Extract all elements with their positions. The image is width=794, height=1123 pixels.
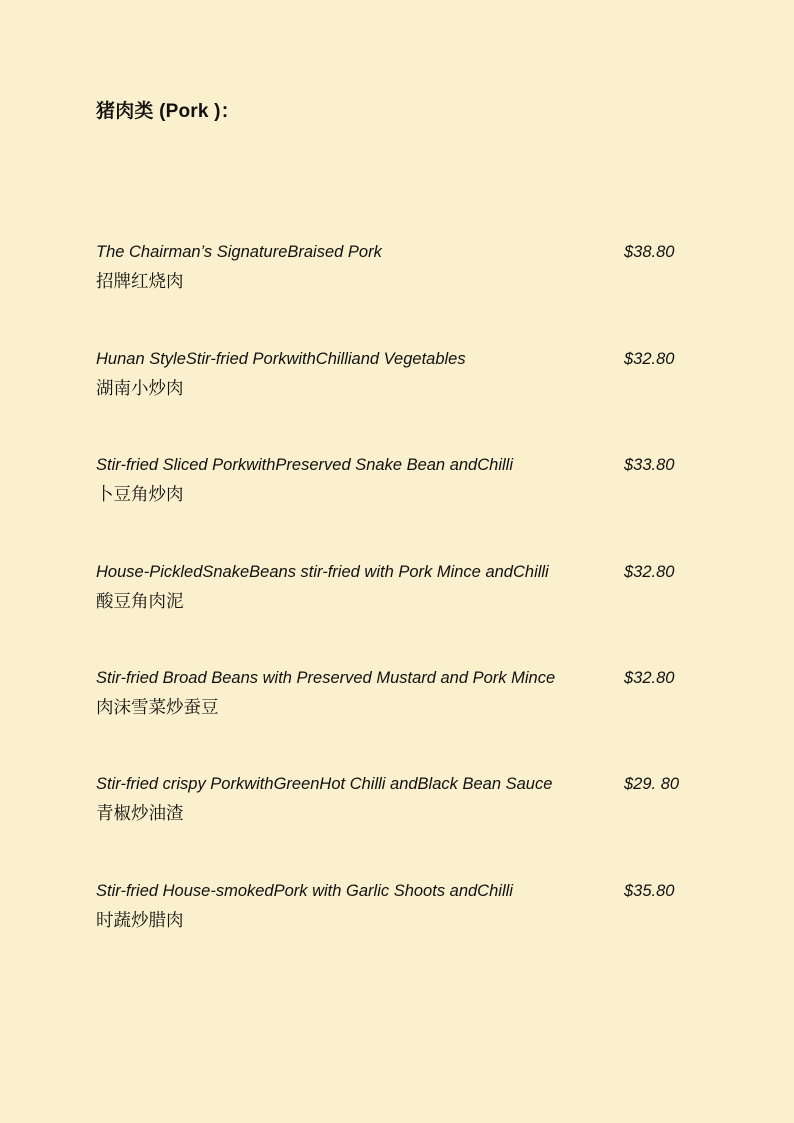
item-price: $32.80 xyxy=(624,563,675,581)
item-name-en: Stir-fried House-smokedPork with Garlic Shoots andChilli xyxy=(96,882,513,900)
item-price: $35.80 xyxy=(624,882,675,900)
item-name-zh: 招牌红烧肉 xyxy=(96,271,184,291)
item-price: $33.80 xyxy=(624,456,675,474)
item-price: $38.80 xyxy=(624,243,675,261)
menu-item xyxy=(96,563,696,619)
item-name-zh: 卜豆角炒肉 xyxy=(96,484,184,504)
menu-item xyxy=(96,882,696,938)
menu-item xyxy=(96,456,696,512)
item-name-en: Stir-fried crispy PorkwithGreenHot Chilli andBlack Bean Sauce xyxy=(96,775,553,793)
item-name-zh: 肉沫雪菜炒蚕豆 xyxy=(96,697,219,717)
menu-item xyxy=(96,775,696,831)
item-price: $32.80 xyxy=(624,350,675,368)
item-name-en: Stir-fried Sliced PorkwithPreserved Snake Bean andChilli xyxy=(96,456,513,474)
item-name-zh: 湖南小炒肉 xyxy=(96,378,184,398)
item-name-en: Stir-fried Broad Beans with Preserved Mustard and Pork Mince xyxy=(96,669,556,687)
item-name-zh: 青椒炒油渣 xyxy=(96,803,184,823)
menu-item xyxy=(96,243,696,299)
item-name-zh: 时蔬炒腊肉 xyxy=(96,910,184,930)
item-price: $29. 80 xyxy=(624,775,680,793)
item-name-zh: 酸豆角肉泥 xyxy=(96,591,184,611)
menu-item xyxy=(96,669,696,725)
item-name-en: Hunan StyleStir-fried PorkwithChilliand Vegetables xyxy=(96,350,466,368)
item-name-en: The Chairman’s SignatureBraised Pork xyxy=(96,243,382,261)
item-price: $32.80 xyxy=(624,669,675,687)
section-title: 猪肉类 (Pork )： xyxy=(96,101,240,122)
item-name-en: House-PickledSnakeBeans stir-fried with Pork Mince andChilli xyxy=(96,563,549,581)
menu-item xyxy=(96,350,696,406)
